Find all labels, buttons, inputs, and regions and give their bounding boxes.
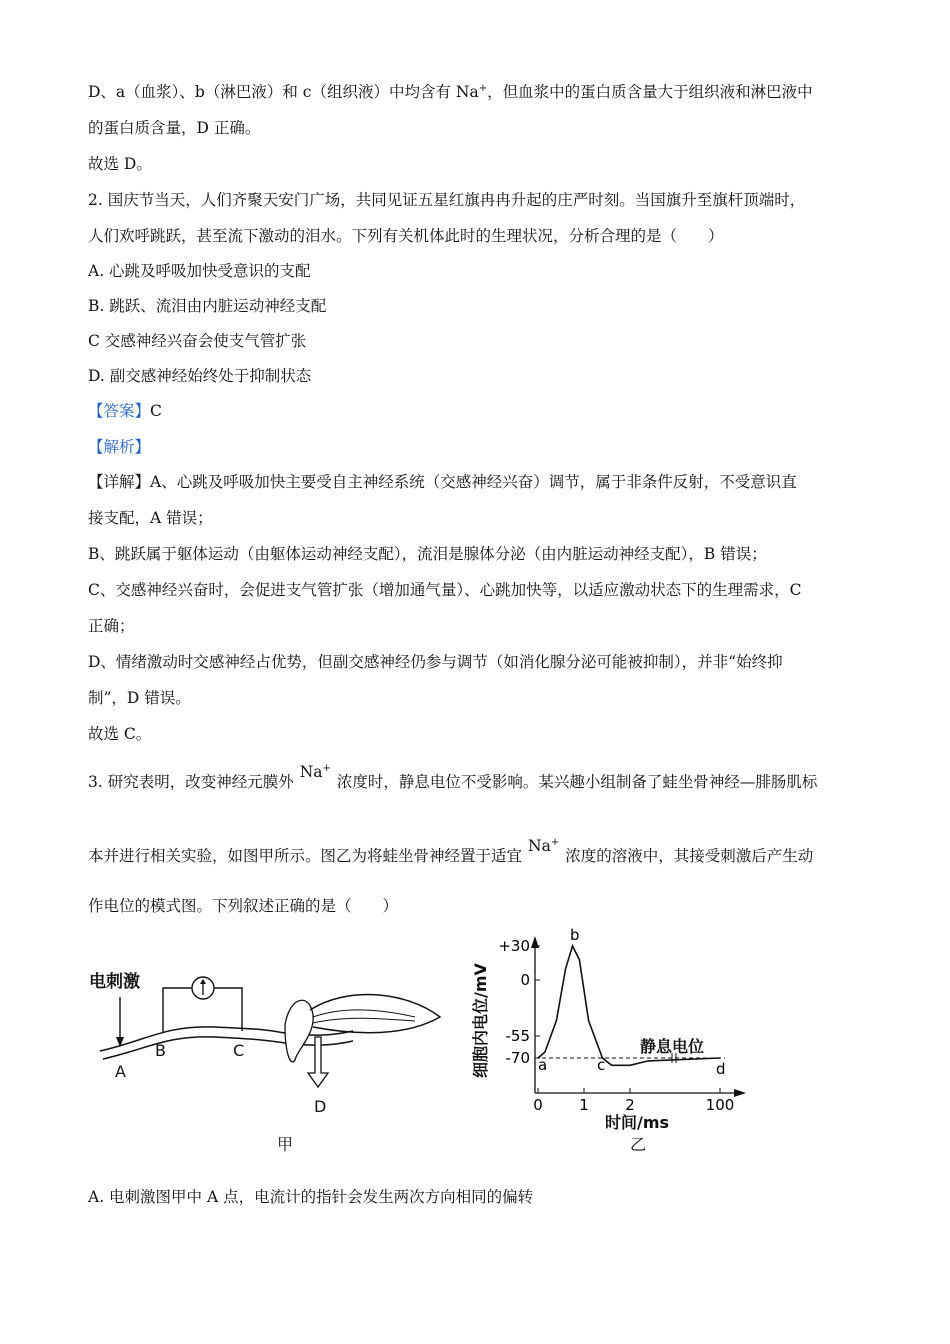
y-tick-label: 0 — [520, 971, 530, 989]
q2-detail-d1: D、情绪激动时交感神经占优势，但副交感神经仍参与调节（如消化腺分泌可能被抑制），并非“始终抑 — [88, 653, 783, 671]
y-tick-label: +30 — [498, 937, 530, 955]
q2-detail-a1: 【详解】A、心跳及呼吸加快主要受自主神经系统（交感神经兴奋）调节，属于非条件反射，不受意识直 — [88, 473, 797, 491]
q2-stem-line1: 2. 国庆节当天，人们齐聚天安门广场，共同见证五星红旗冉冉升起的庄严时刻。当国旗升至旗杆顶端时， — [88, 191, 806, 209]
q2-option-d: D. 副交感神经始终处于抑制状态 — [88, 367, 312, 385]
x-tick-label: 0 — [533, 1096, 543, 1114]
q1-conclusion: 故选 D。 — [88, 155, 152, 173]
q2-detail-d2: 制”，D 错误。 — [88, 689, 191, 707]
x-tick-label: 1 — [579, 1096, 589, 1114]
x-tick-label: 2 — [625, 1096, 635, 1114]
q2-option-a: A. 心跳及呼吸加快受意识的支配 — [88, 262, 311, 280]
q2-detail-a2: 接支配，A 错误； — [88, 509, 213, 527]
point-c-label: C — [233, 1041, 245, 1060]
q2-stem-line2: 人们欢呼跳跃，甚至流下激动的泪水。下列有关机体此时的生理状况，分析合理的是（ ） — [88, 227, 724, 245]
curve-point-label: c — [597, 1056, 606, 1074]
q2-analysis-tag: 【解析】 — [88, 438, 151, 456]
curve-point-label: b — [570, 928, 580, 944]
muscle-belly — [310, 995, 440, 1033]
y-axis-label: 细胞内电位/mV — [471, 963, 490, 1078]
q2-detail-c1: C、交感神经兴奋时，会促进支气管扩张（增加通气量）、心跳加快等，以适应激动状态下的生理需求，C — [88, 581, 802, 599]
q3-stem-line3: 作电位的模式图。下列叙述正确的是（ ） — [88, 897, 399, 915]
curve-point-label: d — [716, 1060, 726, 1078]
point-b-label: B — [155, 1041, 166, 1060]
q3-stem-line1: 3. 研究表明，改变神经元膜外Na+浓度时，静息电位不受影响。某兴趣小组制备了蛙坐骨神经—腓肠肌标 — [88, 762, 818, 791]
figure-jia-caption: 甲 — [277, 1135, 294, 1154]
figure-yi-caption: 乙 — [630, 1135, 647, 1154]
q2-answer: 【答案】C — [88, 402, 162, 420]
point-a-label: A — [115, 1062, 126, 1081]
figure-jia — [85, 955, 455, 1155]
q2-conclusion: 故选 C。 — [88, 725, 152, 743]
point-d-label: D — [314, 1097, 327, 1116]
q2-detail-c2: 正确； — [88, 617, 135, 635]
resting-potential-label: 静息电位 — [640, 1037, 705, 1056]
figure-yi-chart — [460, 928, 760, 1158]
y-tick-label: -70 — [505, 1049, 530, 1067]
curve-point-label: a — [538, 1056, 548, 1074]
q3-option-a: A. 电刺激图甲中 A 点，电流计的指针会发生两次方向相同的偏转 — [88, 1188, 534, 1206]
q2-detail-b: B、跳跃属于躯体运动（由躯体运动神经支配），流泪是腺体分泌（由内脏运动神经支配），B 错误； — [88, 545, 767, 563]
q2-option-c: C 交感神经兴奋会使支气管扩张 — [88, 332, 307, 350]
muscle-tendon — [285, 1000, 313, 1062]
q3-stem-line2: 本并进行相关实验，如图甲所示。图乙为将蛙坐骨神经置于适宜Na+浓度的溶液中，其接受刺激后产生动 — [88, 836, 814, 865]
x-axis-label: 时间/ms — [605, 1113, 670, 1132]
q2-option-b: B. 跳跃、流泪由内脏运动神经支配 — [88, 297, 327, 315]
answer-tag: 【答案】 — [88, 402, 151, 420]
y-tick-label: -55 — [505, 1027, 530, 1045]
q1-option-d-line1: D、a（血浆）、b（淋巴液）和 c（组织液）中均含有 Na+，但血浆中的蛋白质含量大于组织液和淋巴液中 — [88, 82, 813, 101]
q1-option-d-line2: 的蛋白质含量，D 正确。 — [88, 119, 261, 137]
x-tick-label: 100 — [705, 1096, 735, 1114]
stimulus-label: 电刺激 — [89, 972, 140, 992]
